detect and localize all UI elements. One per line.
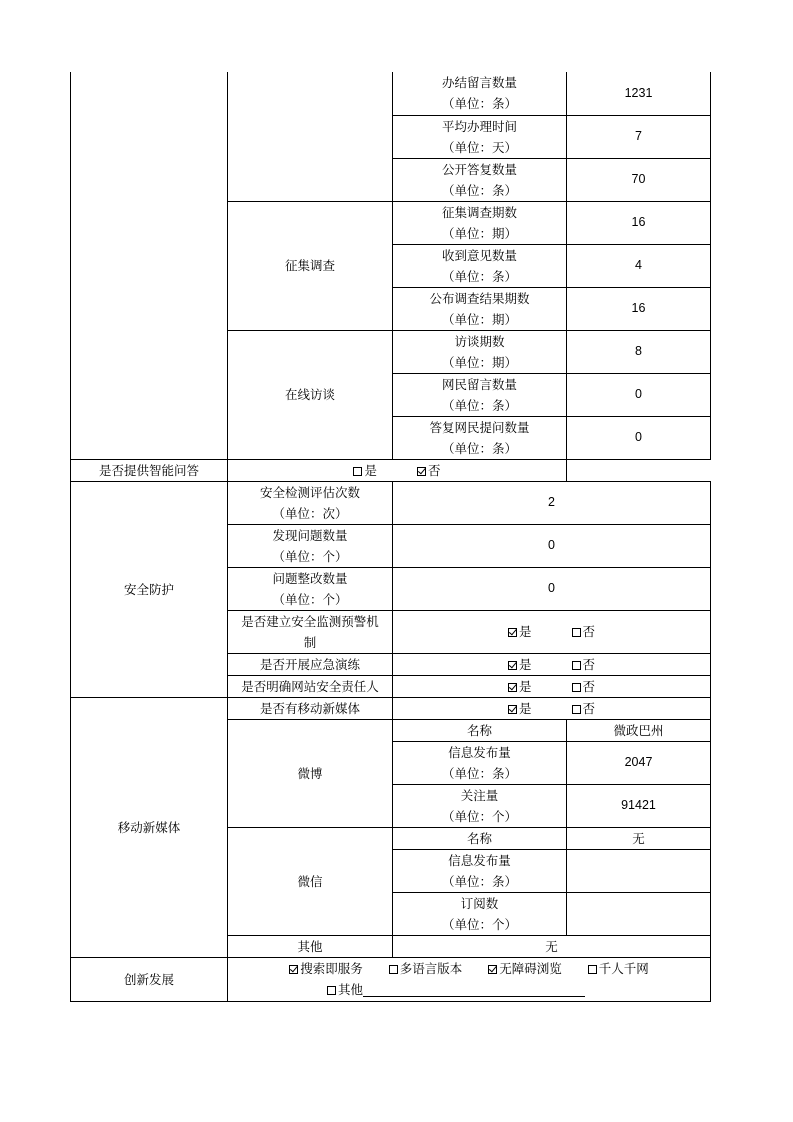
checkbox-no[interactable] xyxy=(572,628,581,637)
checkbox-personalized[interactable] xyxy=(588,965,597,974)
metric-value: 0 xyxy=(393,524,711,567)
metric-label: 网民留言数量 （单位：条） xyxy=(393,373,567,416)
checkbox-accessibility[interactable] xyxy=(488,965,497,974)
section-title: 移动新媒体 xyxy=(71,697,228,957)
metric-label: 信息发布量 （单位：条） xyxy=(393,849,567,892)
metric-value: 1231 xyxy=(567,72,711,115)
yes-no-options: 是 否 xyxy=(393,675,711,697)
subsection-title: 微博 xyxy=(228,719,393,827)
checkbox-yes[interactable] xyxy=(508,683,517,692)
metric-label: 公布调查结果期数 （单位：期） xyxy=(393,287,567,330)
checkbox-no[interactable] xyxy=(572,705,581,714)
checkbox-multilingual[interactable] xyxy=(389,965,398,974)
table-row xyxy=(71,957,711,1001)
metric-value: 70 xyxy=(567,158,711,201)
metric-label: 办结留言数量 （单位：条） xyxy=(393,72,567,115)
metric-value: 4 xyxy=(567,244,711,287)
metric-label: 收到意见数量 （单位：条） xyxy=(393,244,567,287)
metric-value: 0 xyxy=(393,567,711,610)
metric-value: 0 xyxy=(567,416,711,459)
table-row xyxy=(71,459,711,481)
section-cell-continued xyxy=(71,72,228,459)
table-row xyxy=(71,72,711,115)
metric-value xyxy=(567,892,711,935)
metric-value: 7 xyxy=(567,115,711,158)
checkbox-no[interactable] xyxy=(572,683,581,692)
metric-label: 公开答复数量 （单位：条） xyxy=(393,158,567,201)
table-row xyxy=(71,697,711,719)
metric-label: 名称 xyxy=(393,827,567,849)
metric-value: 无 xyxy=(393,935,711,957)
subsection-title: 征集调查 xyxy=(228,201,393,330)
gov-website-stats-table xyxy=(70,72,711,1002)
checkbox-yes[interactable] xyxy=(353,467,362,476)
metric-label: 发现问题数量 （单位：个） xyxy=(228,524,393,567)
metric-label: 名称 xyxy=(393,719,567,741)
innovation-options: 搜索即服务 多语言版本 无障碍浏览 千人千网 其他 xyxy=(228,957,711,1001)
metric-value: 16 xyxy=(567,201,711,244)
metric-label: 信息发布量 （单位：条） xyxy=(393,741,567,784)
metric-label: 订阅数 （单位：个） xyxy=(393,892,567,935)
metric-value: 16 xyxy=(567,287,711,330)
metric-label: 平均办理时间 （单位：天） xyxy=(393,115,567,158)
metric-value: 2047 xyxy=(567,741,711,784)
metric-value xyxy=(567,849,711,892)
metric-value: 微政巴州 xyxy=(567,719,711,741)
checkbox-yes[interactable] xyxy=(508,628,517,637)
metric-value: 8 xyxy=(567,330,711,373)
subsection-title: 微信 xyxy=(228,827,393,935)
checkbox-yes[interactable] xyxy=(508,661,517,670)
table-row xyxy=(71,481,711,524)
metric-label: 其他 xyxy=(228,935,393,957)
metric-label: 答复网民提问数量 （单位：条） xyxy=(393,416,567,459)
question-label: 是否提供智能问答 xyxy=(71,459,228,481)
metric-label: 关注量 （单位：个） xyxy=(393,784,567,827)
subsection-cell-continued xyxy=(228,72,393,201)
question-label: 是否明确网站安全责任人 xyxy=(228,675,393,697)
metric-value: 2 xyxy=(393,481,711,524)
yes-no-options: 是 否 xyxy=(228,459,567,481)
yes-no-options: 是 否 xyxy=(393,653,711,675)
yes-no-options: 是 否 xyxy=(393,610,711,653)
other-fill-line[interactable] xyxy=(363,982,585,997)
checkbox-yes[interactable] xyxy=(508,705,517,714)
subsection-title: 在线访谈 xyxy=(228,330,393,459)
metric-value: 0 xyxy=(567,373,711,416)
metric-value: 91421 xyxy=(567,784,711,827)
section-title: 创新发展 xyxy=(71,957,228,1001)
metric-value: 无 xyxy=(567,827,711,849)
metric-label: 问题整改数量 （单位：个） xyxy=(228,567,393,610)
checkbox-search-service[interactable] xyxy=(289,965,298,974)
checkbox-no[interactable] xyxy=(572,661,581,670)
yes-no-options: 是 否 xyxy=(393,697,711,719)
checkbox-no[interactable] xyxy=(417,467,426,476)
question-label: 是否建立安全监测预警机 制 xyxy=(228,610,393,653)
metric-label: 征集调查期数 （单位：期） xyxy=(393,201,567,244)
question-label: 是否有移动新媒体 xyxy=(228,697,393,719)
metric-label: 访谈期数 （单位：期） xyxy=(393,330,567,373)
checkbox-other[interactable] xyxy=(327,986,336,995)
question-label: 是否开展应急演练 xyxy=(228,653,393,675)
metric-label: 安全检测评估次数 （单位：次） xyxy=(228,481,393,524)
section-title: 安全防护 xyxy=(71,481,228,697)
